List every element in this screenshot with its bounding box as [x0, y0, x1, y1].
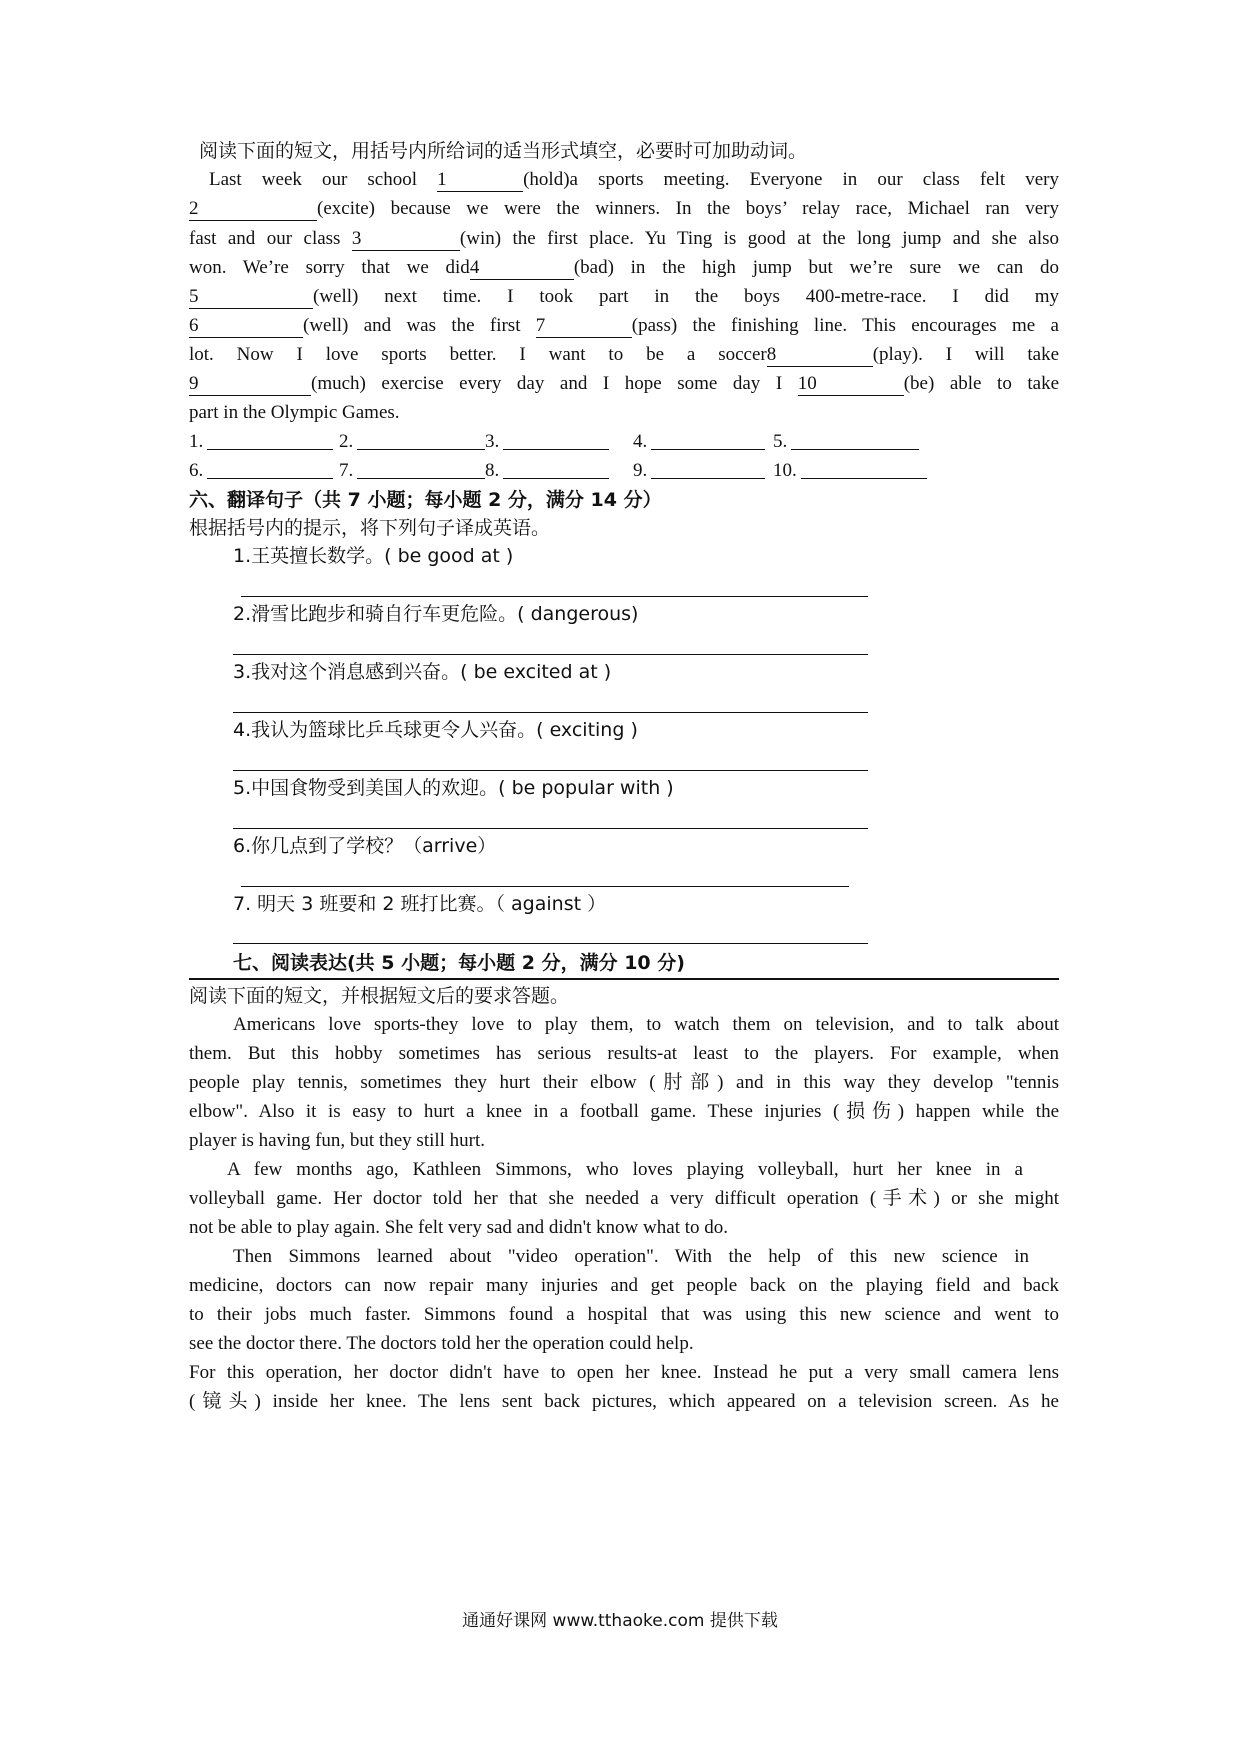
- blank-6: 6: [189, 315, 303, 338]
- reading-instruction: 阅读下面的短文，并根据短文后的要求答题。: [189, 985, 570, 1007]
- blank-9: 9: [189, 373, 311, 396]
- cloze-line-1: Last week our school 1 (hold)a sports meeting. Everyone in our class felt very: [209, 169, 1059, 190]
- answer-slot[interactable]: 9.: [633, 456, 765, 486]
- translation-instruction: 根据括号内的提示，将下列句子译成英语。: [189, 517, 551, 539]
- blank-7: 7: [536, 315, 632, 338]
- passage-line: them. But this hobby sometimes has serious results-at least to the players. For example, when: [189, 1043, 1059, 1064]
- cloze-line-5: 5 (well) next time. I took part in the boys 400-metre-race. I did my: [189, 286, 1059, 307]
- blank-1: 1: [437, 169, 523, 192]
- answer-line[interactable]: [233, 770, 868, 771]
- passage-line: medicine, doctors can now repair many injuries and get people back on the playing field and back: [189, 1275, 1059, 1296]
- answer-slot[interactable]: 2.: [339, 427, 485, 457]
- passage-line: A few months ago, Kathleen Simmons, who loves playing volleyball, hurt her knee in a: [227, 1159, 1023, 1180]
- section-heading-reading: 七、阅读表达(共 5 小题；每小题 2 分，满分 10 分): [233, 952, 685, 974]
- cloze-line-9: part in the Olympic Games.: [189, 402, 400, 423]
- passage-line: elbow". Also it is easy to hurt a knee in a football game. These injuries (损伤) happen while the: [189, 1101, 1059, 1122]
- answer-slot[interactable]: 7.: [339, 456, 485, 486]
- translation-item: 2.滑雪比跑步和骑自行车更危险。( dangerous): [233, 603, 639, 625]
- answer-slot[interactable]: 6.: [189, 456, 333, 486]
- section-divider: [189, 978, 1059, 980]
- answer-slot[interactable]: 4.: [633, 427, 765, 457]
- answer-line[interactable]: [233, 828, 868, 829]
- passage-line: Americans love sports-they love to play them, to watch them on television, and to talk about: [233, 1014, 1059, 1035]
- answer-slot[interactable]: 5.: [773, 427, 919, 457]
- answer-slot[interactable]: 3.: [485, 427, 609, 457]
- answer-line[interactable]: [233, 712, 868, 713]
- answer-slot[interactable]: 1.: [189, 427, 333, 457]
- passage-line: people play tennis, sometimes they hurt their elbow (肘部) and in this way they develop "tennis: [189, 1072, 1059, 1093]
- answer-line[interactable]: [241, 886, 849, 887]
- answer-line[interactable]: [233, 654, 868, 655]
- passage-line: For this operation, her doctor didn't have to open her knee. Instead he put a very small camera lens: [189, 1362, 1059, 1383]
- passage-line: (镜头) inside her knee. The lens sent back pictures, which appeared on a television screen. As he: [189, 1391, 1059, 1412]
- footer-credit: 通通好课网 www.tthaoke.com 提供下载: [462, 1611, 778, 1631]
- translation-item: 7. 明天 3 班要和 2 班打比赛。（ against ）: [233, 893, 607, 915]
- translation-item: 5.中国食物受到美国人的欢迎。( be popular with ): [233, 777, 674, 799]
- translation-item: 1.王英擅长数学。( be good at ): [233, 545, 514, 567]
- answer-line[interactable]: [233, 943, 868, 944]
- blank-5: 5: [189, 286, 313, 309]
- passage-line: to their jobs much faster. Simmons found a hospital that was using this new science and went to: [189, 1304, 1059, 1325]
- cloze-line-2: 2 (excite) because we were the winners. In the boys’ relay race, Michael ran very: [189, 198, 1059, 219]
- cloze-instruction: 阅读下面的短文，用括号内所给词的适当形式填空，必要时可加助动词。: [199, 140, 808, 162]
- blank-4: 4: [470, 257, 574, 280]
- section-heading-translation: 六、翻译句子（共 7 小题；每小题 2 分，满分 14 分）: [189, 489, 662, 511]
- passage-line: Then Simmons learned about "video operation". With the help of this new science in: [233, 1246, 1029, 1267]
- translation-item: 4.我认为篮球比乒乓球更令人兴奋。( exciting ): [233, 719, 638, 741]
- blank-10: 10: [798, 373, 904, 396]
- passage-line: player is having fun, but they still hurt.: [189, 1130, 486, 1151]
- cloze-line-7: lot. Now I love sports better. I want to be a soccer8 (play). I will take: [189, 344, 1059, 365]
- answer-slot[interactable]: 10.: [773, 456, 927, 486]
- cloze-line-6: 6 (well) and was the first 7 (pass) the finishing line. This encourages me a: [189, 315, 1059, 336]
- answer-line[interactable]: [241, 596, 868, 597]
- translation-item: 6.你几点到了学校？（arrive）: [233, 835, 497, 857]
- blank-2: 2: [189, 198, 317, 221]
- translation-item: 3.我对这个消息感到兴奋。( be excited at ): [233, 661, 612, 683]
- cloze-line-4: won. We’re sorry that we did4 (bad) in the high jump but we’re sure we can do: [189, 257, 1059, 278]
- passage-line: not be able to play again. She felt very sad and didn't know what to do.: [189, 1217, 728, 1238]
- passage-line: see the doctor there. The doctors told her the operation could help.: [189, 1333, 694, 1354]
- cloze-line-8: 9 (much) exercise every day and I hope some day I 10 (be) able to take: [189, 373, 1060, 394]
- cloze-line-3: fast and our class 3 (win) the first place. Yu Ting is good at the long jump and she also: [189, 228, 1059, 249]
- passage-line: volleyball game. Her doctor told her that she needed a very difficult operation (手术) or she might: [189, 1188, 1059, 1209]
- blank-8: 8: [767, 344, 873, 367]
- blank-3: 3: [352, 228, 460, 251]
- answer-slot[interactable]: 8.: [485, 456, 609, 486]
